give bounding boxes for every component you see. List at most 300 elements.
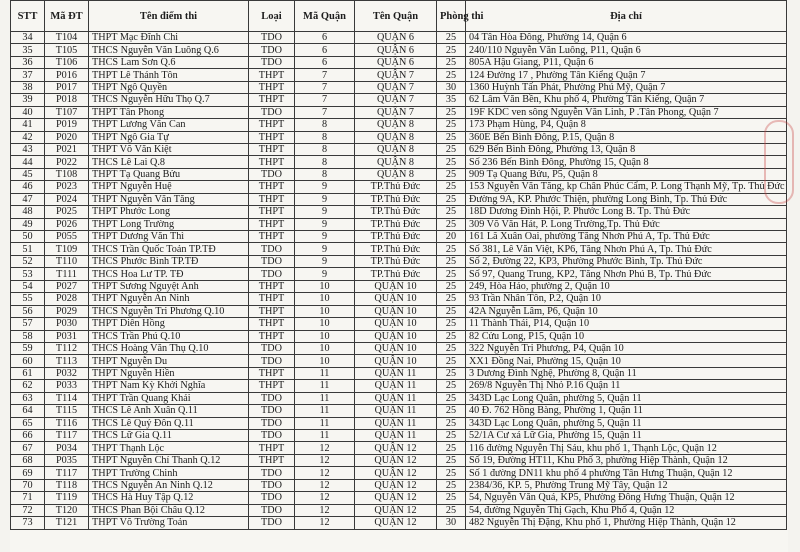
header-ten-diem-thi: Tên điểm thi [89, 1, 249, 32]
cell-stt: 35 [11, 44, 45, 56]
cell-ma-quan: 9 [295, 243, 355, 255]
cell-ten-quan: QUẬN 10 [355, 330, 437, 342]
cell-ten-quan: TP.Thủ Đức [355, 218, 437, 230]
cell-dia-chi: 1360 Huỳnh Tấn Phát, Phường Phú Mỹ, Quận 7 [466, 81, 787, 93]
cell-ten-quan: QUẬN 8 [355, 143, 437, 155]
cell-loai: TDO [249, 268, 295, 280]
cell-loai: THPT [249, 231, 295, 243]
cell-ma-quan: 9 [295, 255, 355, 267]
cell-loai: THPT [249, 367, 295, 379]
table-row [11, 193, 787, 205]
cell-ten-quan: QUẬN 12 [355, 504, 437, 516]
cell-ma-dt: P024 [45, 193, 89, 205]
cell-loai: THPT [249, 181, 295, 193]
cell-ma-dt: P035 [45, 454, 89, 466]
header-dia-chi: Địa chỉ [466, 1, 787, 32]
cell-ten-quan: QUẬN 7 [355, 106, 437, 118]
cell-stt: 51 [11, 243, 45, 255]
cell-ma-dt: T117 [45, 467, 89, 479]
cell-stt: 58 [11, 330, 45, 342]
cell-loai: TDO [249, 243, 295, 255]
exam-site-table [10, 0, 787, 530]
cell-ma-quan: 6 [295, 44, 355, 56]
table-row [11, 206, 787, 218]
cell-phong-thi: 25 [437, 367, 466, 379]
cell-stt: 63 [11, 392, 45, 404]
cell-dia-chi: 116 đường Nguyễn Thị Sáu, khu phố 1, Thạnh Lộc, Quận 12 [466, 442, 787, 454]
cell-dia-chi: Số 97, Quang Trung, KP2, Tăng Nhơn Phú B, Tp. Thủ Đức [466, 268, 787, 280]
cell-dia-chi: 52/1A Cư xá Lữ Gia, Phường 15, Quận 11 [466, 430, 787, 442]
cell-ten-quan: QUẬN 11 [355, 367, 437, 379]
cell-ten-quan: QUẬN 11 [355, 380, 437, 392]
cell-ten-diem-thi: THPT Võ Trường Toản [89, 517, 249, 529]
cell-stt: 44 [11, 156, 45, 168]
cell-stt: 38 [11, 81, 45, 93]
cell-ma-quan: 12 [295, 454, 355, 466]
cell-ma-quan: 10 [295, 305, 355, 317]
cell-ma-dt: T118 [45, 479, 89, 491]
cell-ten-diem-thi: THCS Nguyễn Văn Luông Q.6 [89, 44, 249, 56]
header-phong-thi: Phòng thi [437, 1, 466, 32]
cell-ten-quan: QUẬN 11 [355, 405, 437, 417]
cell-dia-chi: Số 19, Đường HT11, Khu Phố 3, phường Hiệp Thành, Quận 12 [466, 454, 787, 466]
table-row [11, 330, 787, 342]
cell-ten-quan: QUẬN 11 [355, 417, 437, 429]
table-row [11, 454, 787, 466]
header-ma-dt: Mã ĐT [45, 1, 89, 32]
cell-loai: THPT [249, 218, 295, 230]
table-row [11, 280, 787, 292]
cell-ten-quan: QUẬN 8 [355, 131, 437, 143]
cell-loai: THPT [249, 69, 295, 81]
cell-phong-thi: 25 [437, 454, 466, 466]
cell-ma-quan: 8 [295, 168, 355, 180]
cell-dia-chi: 40 Đ. 762 Hồng Bàng, Phường 1, Quận 11 [466, 405, 787, 417]
cell-dia-chi: 343D Lạc Long Quân, phường 5, Quận 11 [466, 392, 787, 404]
cell-dia-chi: Số 381, Lê Văn Việt, KP6, Tăng Nhơn Phú A, Tp. Thủ Đức [466, 243, 787, 255]
cell-ma-dt: T120 [45, 504, 89, 516]
header-loai: Loại [249, 1, 295, 32]
cell-ten-diem-thi: THPT Võ Văn Kiệt [89, 143, 249, 155]
table-row [11, 492, 787, 504]
cell-dia-chi: Số 2, Đường 22, KP3, Phường Phước Bình, Tp. Thủ Đức [466, 255, 787, 267]
table-row [11, 305, 787, 317]
cell-ten-quan: QUẬN 6 [355, 32, 437, 44]
cell-ten-diem-thi: THPT Trường Chinh [89, 467, 249, 479]
cell-stt: 36 [11, 56, 45, 68]
cell-ten-diem-thi: THPT Tạ Quang Bửu [89, 168, 249, 180]
table-row [11, 355, 787, 367]
cell-ma-dt: T116 [45, 417, 89, 429]
cell-ma-dt: P031 [45, 330, 89, 342]
cell-ma-quan: 7 [295, 106, 355, 118]
cell-phong-thi: 25 [437, 479, 466, 491]
cell-ma-dt: P023 [45, 181, 89, 193]
table-row [11, 143, 787, 155]
cell-phong-thi: 20 [437, 231, 466, 243]
cell-ma-dt: P022 [45, 156, 89, 168]
table-row [11, 81, 787, 93]
cell-ma-quan: 9 [295, 193, 355, 205]
table-row [11, 342, 787, 354]
table-row [11, 106, 787, 118]
cell-ma-dt: T114 [45, 392, 89, 404]
cell-stt: 70 [11, 479, 45, 491]
cell-phong-thi: 25 [437, 193, 466, 205]
table-row [11, 504, 787, 516]
cell-ma-quan: 9 [295, 231, 355, 243]
cell-phong-thi: 25 [437, 255, 466, 267]
cell-dia-chi: 82 Cửu Long, P15, Quận 10 [466, 330, 787, 342]
cell-stt: 69 [11, 467, 45, 479]
cell-ten-diem-thi: THPT Mạc Đĩnh Chi [89, 32, 249, 44]
cell-dia-chi: 161 Lã Xuân Oai, phường Tăng Nhơn Phú A, Tp. Thủ Đức [466, 231, 787, 243]
cell-loai: TDO [249, 342, 295, 354]
cell-ma-quan: 12 [295, 467, 355, 479]
cell-ten-quan: QUẬN 11 [355, 392, 437, 404]
table-row [11, 56, 787, 68]
cell-ma-quan: 10 [295, 293, 355, 305]
cell-dia-chi: 93 Trần Nhân Tôn, P.2, Quận 10 [466, 293, 787, 305]
cell-phong-thi: 25 [437, 106, 466, 118]
cell-phong-thi: 35 [437, 94, 466, 106]
cell-loai: TDO [249, 168, 295, 180]
cell-ten-diem-thi: THPT Long Trường [89, 218, 249, 230]
cell-ma-dt: P027 [45, 280, 89, 292]
cell-ten-quan: QUẬN 12 [355, 454, 437, 466]
cell-loai: TDO [249, 32, 295, 44]
cell-ten-diem-thi: THCS Nguyễn Hữu Thọ Q.7 [89, 94, 249, 106]
cell-phong-thi: 30 [437, 81, 466, 93]
cell-stt: 72 [11, 504, 45, 516]
cell-stt: 67 [11, 442, 45, 454]
cell-ma-quan: 12 [295, 492, 355, 504]
table-row [11, 94, 787, 106]
cell-dia-chi: 322 Nguyễn Tri Phương, P4, Quận 10 [466, 342, 787, 354]
cell-ma-dt: P033 [45, 380, 89, 392]
cell-ma-dt: T115 [45, 405, 89, 417]
cell-ten-diem-thi: THPT Dương Văn Thì [89, 231, 249, 243]
cell-ma-quan: 11 [295, 417, 355, 429]
cell-phong-thi: 25 [437, 430, 466, 442]
table-row [11, 417, 787, 429]
cell-ten-diem-thi: THPT Ngô Quyền [89, 81, 249, 93]
cell-ma-quan: 10 [295, 342, 355, 354]
cell-ten-diem-thi: THPT Nguyễn An Ninh [89, 293, 249, 305]
cell-loai: THPT [249, 454, 295, 466]
cell-dia-chi: 343D Lạc Long Quân, phường 5, Quận 11 [466, 417, 787, 429]
cell-ma-dt: T108 [45, 168, 89, 180]
cell-ten-diem-thi: THPT Trần Quang Khải [89, 392, 249, 404]
cell-ten-quan: QUẬN 12 [355, 442, 437, 454]
cell-ten-diem-thi: THCS Nguyễn Tri Phương Q.10 [89, 305, 249, 317]
cell-loai: TDO [249, 430, 295, 442]
cell-phong-thi: 25 [437, 330, 466, 342]
cell-ten-diem-thi: THPT Nguyễn Chí Thanh Q.12 [89, 454, 249, 466]
cell-loai: TDO [249, 44, 295, 56]
cell-stt: 57 [11, 318, 45, 330]
cell-stt: 50 [11, 231, 45, 243]
cell-ten-diem-thi: THPT Lê Thánh Tôn [89, 69, 249, 81]
cell-loai: TDO [249, 417, 295, 429]
cell-phong-thi: 25 [437, 168, 466, 180]
cell-stt: 56 [11, 305, 45, 317]
cell-stt: 48 [11, 206, 45, 218]
cell-phong-thi: 25 [437, 380, 466, 392]
cell-ma-dt: T109 [45, 243, 89, 255]
cell-ten-diem-thi: THPT Sương Nguyệt Anh [89, 280, 249, 292]
cell-ten-diem-thi: THPT Nguyễn Văn Tăng [89, 193, 249, 205]
cell-ma-quan: 12 [295, 517, 355, 529]
cell-loai: THPT [249, 380, 295, 392]
document-page [10, 0, 788, 552]
cell-ma-dt: T113 [45, 355, 89, 367]
table-row [11, 479, 787, 491]
cell-stt: 37 [11, 69, 45, 81]
cell-ma-quan: 11 [295, 380, 355, 392]
cell-stt: 47 [11, 193, 45, 205]
cell-ten-quan: QUẬN 8 [355, 168, 437, 180]
cell-stt: 65 [11, 417, 45, 429]
cell-phong-thi: 25 [437, 268, 466, 280]
cell-ten-diem-thi: THCS Phan Bội Châu Q.12 [89, 504, 249, 516]
cell-ten-quan: TP.Thủ Đức [355, 181, 437, 193]
cell-loai: THPT [249, 156, 295, 168]
cell-ma-quan: 12 [295, 504, 355, 516]
table-row [11, 131, 787, 143]
cell-loai: TDO [249, 467, 295, 479]
cell-stt: 45 [11, 168, 45, 180]
cell-loai: TDO [249, 504, 295, 516]
cell-dia-chi: 153 Nguyễn Văn Tăng, kp Chân Phúc Cẩm, P. Long Thạnh Mỹ, Tp. Thủ Đức [466, 181, 787, 193]
cell-loai: THPT [249, 280, 295, 292]
cell-ma-quan: 11 [295, 367, 355, 379]
cell-stt: 54 [11, 280, 45, 292]
cell-stt: 62 [11, 380, 45, 392]
cell-ten-diem-thi: THPT Tân Phong [89, 106, 249, 118]
cell-phong-thi: 25 [437, 181, 466, 193]
cell-dia-chi: 240/110 Nguyễn Văn Luông, P11, Quận 6 [466, 44, 787, 56]
cell-dia-chi: 124 Đường 17 , Phường Tân Kiểng Quận 7 [466, 69, 787, 81]
cell-loai: TDO [249, 106, 295, 118]
cell-stt: 60 [11, 355, 45, 367]
cell-ma-quan: 8 [295, 156, 355, 168]
header-stt: STT [11, 1, 45, 32]
cell-ten-quan: QUẬN 7 [355, 81, 437, 93]
cell-loai: TDO [249, 255, 295, 267]
cell-ten-quan: TP.Thủ Đức [355, 231, 437, 243]
cell-ten-diem-thi: THPT Ngô Gia Tự [89, 131, 249, 143]
cell-ma-dt: T111 [45, 268, 89, 280]
cell-ma-dt: T112 [45, 342, 89, 354]
cell-ma-quan: 6 [295, 56, 355, 68]
cell-stt: 43 [11, 143, 45, 155]
cell-ten-quan: QUẬN 12 [355, 492, 437, 504]
cell-phong-thi: 25 [437, 44, 466, 56]
cell-dia-chi: 04 Tân Hòa Đông, Phường 14, Quận 6 [466, 32, 787, 44]
cell-ma-quan: 11 [295, 392, 355, 404]
cell-ma-quan: 7 [295, 69, 355, 81]
cell-ten-quan: QUẬN 7 [355, 94, 437, 106]
cell-ten-quan: TP.Thủ Đức [355, 243, 437, 255]
cell-stt: 64 [11, 405, 45, 417]
cell-ten-diem-thi: THCS Lê Quý Đôn Q.11 [89, 417, 249, 429]
cell-ten-diem-thi: THCS Hà Huy Tập Q.12 [89, 492, 249, 504]
cell-ma-dt: P020 [45, 131, 89, 143]
cell-loai: THPT [249, 330, 295, 342]
cell-ten-quan: TP.Thủ Đức [355, 193, 437, 205]
cell-ma-quan: 12 [295, 442, 355, 454]
cell-ten-diem-thi: THCS Hoàng Văn Thụ Q.10 [89, 342, 249, 354]
cell-ma-quan: 9 [295, 206, 355, 218]
cell-phong-thi: 25 [437, 280, 466, 292]
cell-ten-diem-thi: THCS Phước Bình TP.TĐ [89, 255, 249, 267]
cell-ten-diem-thi: THCS Trần Phú Q.10 [89, 330, 249, 342]
cell-ten-quan: QUẬN 11 [355, 430, 437, 442]
table-row [11, 467, 787, 479]
cell-ma-dt: P021 [45, 143, 89, 155]
cell-ma-dt: P019 [45, 119, 89, 131]
table-row [11, 231, 787, 243]
cell-dia-chi: 629 Bến Bình Đông, Phường 13, Quận 8 [466, 143, 787, 155]
cell-dia-chi: 482 Nguyễn Thị Đặng, Khu phố 1, Phường Hiệp Thành, Quận 12 [466, 517, 787, 529]
cell-ten-quan: QUẬN 10 [355, 355, 437, 367]
cell-ma-dt: T110 [45, 255, 89, 267]
cell-stt: 41 [11, 119, 45, 131]
cell-dia-chi: 19F KDC ven sông Nguyễn Văn Linh, P .Tân Phong, Quận 7 [466, 106, 787, 118]
cell-stt: 53 [11, 268, 45, 280]
cell-ma-dt: T117 [45, 430, 89, 442]
cell-ma-dt: P028 [45, 293, 89, 305]
table-row [11, 168, 787, 180]
cell-ma-dt: P034 [45, 442, 89, 454]
cell-phong-thi: 25 [437, 504, 466, 516]
cell-ten-quan: QUẬN 10 [355, 293, 437, 305]
cell-stt: 49 [11, 218, 45, 230]
cell-dia-chi: 42A Nguyễn Lâm, P6, Quận 10 [466, 305, 787, 317]
cell-ma-dt: T104 [45, 32, 89, 44]
cell-phong-thi: 25 [437, 442, 466, 454]
table-row [11, 405, 787, 417]
cell-phong-thi: 25 [437, 467, 466, 479]
cell-phong-thi: 25 [437, 69, 466, 81]
cell-ten-diem-thi: THPT Phước Long [89, 206, 249, 218]
cell-loai: THPT [249, 442, 295, 454]
cell-ten-diem-thi: THCS Hoa Lư TP. TĐ [89, 268, 249, 280]
cell-ma-dt: P032 [45, 367, 89, 379]
cell-ma-quan: 7 [295, 94, 355, 106]
cell-ma-quan: 6 [295, 32, 355, 44]
cell-phong-thi: 25 [437, 206, 466, 218]
cell-phong-thi: 25 [437, 342, 466, 354]
cell-phong-thi: 25 [437, 293, 466, 305]
cell-ten-quan: QUẬN 8 [355, 156, 437, 168]
cell-loai: THPT [249, 94, 295, 106]
cell-loai: THPT [249, 193, 295, 205]
cell-ten-quan: QUẬN 7 [355, 69, 437, 81]
cell-stt: 42 [11, 131, 45, 143]
cell-dia-chi: Đường 9A, KP. Phước Thiện, phường Long Bình, Tp. Thủ Đức [466, 193, 787, 205]
cell-dia-chi: 62 Lâm Văn Bền, Khu phố 4, Phường Tân Kiểng, Quận 7 [466, 94, 787, 106]
cell-dia-chi: 249, Hòa Hảo, phường 2, Quận 10 [466, 280, 787, 292]
cell-stt: 52 [11, 255, 45, 267]
cell-ma-dt: T119 [45, 492, 89, 504]
cell-loai: THPT [249, 293, 295, 305]
cell-stt: 40 [11, 106, 45, 118]
cell-stt: 61 [11, 367, 45, 379]
cell-stt: 59 [11, 342, 45, 354]
cell-loai: THPT [249, 81, 295, 93]
cell-ten-diem-thi: THPT Nguyễn Huệ [89, 181, 249, 193]
cell-ten-quan: QUẬN 6 [355, 44, 437, 56]
cell-ma-dt: T121 [45, 517, 89, 529]
cell-ten-quan: QUẬN 10 [355, 318, 437, 330]
cell-dia-chi: 360E Bến Bình Đông, P.15, Quận 8 [466, 131, 787, 143]
cell-dia-chi: 11 Thành Thái, P14, Quận 10 [466, 318, 787, 330]
cell-phong-thi: 25 [437, 143, 466, 155]
cell-ten-quan: QUẬN 10 [355, 280, 437, 292]
table-row [11, 318, 787, 330]
table-row [11, 119, 787, 131]
cell-phong-thi: 25 [437, 119, 466, 131]
cell-dia-chi: Số 1 đường DN11 khu phố 4 phường Tân Hưng Thuận, Quận 12 [466, 467, 787, 479]
cell-ma-dt: T107 [45, 106, 89, 118]
cell-ten-diem-thi: THPT Nam Kỳ Khởi Nghĩa [89, 380, 249, 392]
cell-ten-diem-thi: THCS Nguyễn An Ninh Q.12 [89, 479, 249, 491]
cell-dia-chi: 805A Hậu Giang, P11, Quận 6 [466, 56, 787, 68]
cell-ten-diem-thi: THCS Lê Lai Q.8 [89, 156, 249, 168]
cell-ma-quan: 9 [295, 181, 355, 193]
cell-stt: 71 [11, 492, 45, 504]
cell-ten-quan: QUẬN 10 [355, 305, 437, 317]
cell-ten-diem-thi: THCS Trần Quốc Toản TP.TĐ [89, 243, 249, 255]
cell-dia-chi: 54, Nguyễn Văn Quá, KP5, Phường Đông Hưng Thuận, Quận 12 [466, 492, 787, 504]
cell-loai: TDO [249, 355, 295, 367]
cell-phong-thi: 25 [437, 156, 466, 168]
cell-loai: THPT [249, 206, 295, 218]
cell-ma-dt: P025 [45, 206, 89, 218]
table-row [11, 69, 787, 81]
cell-phong-thi: 25 [437, 56, 466, 68]
cell-dia-chi: 3 Dương Đình Nghệ, Phường 8, Quận 11 [466, 367, 787, 379]
cell-phong-thi: 30 [437, 517, 466, 529]
table-row [11, 293, 787, 305]
cell-loai: THPT [249, 305, 295, 317]
cell-phong-thi: 25 [437, 355, 466, 367]
cell-ten-quan: QUẬN 8 [355, 119, 437, 131]
table-row [11, 268, 787, 280]
cell-phong-thi: 25 [437, 492, 466, 504]
cell-ten-quan: TP.Thủ Đức [355, 255, 437, 267]
table-body [11, 32, 787, 530]
cell-loai: TDO [249, 405, 295, 417]
cell-ma-quan: 8 [295, 131, 355, 143]
table-row [11, 243, 787, 255]
cell-ma-quan: 10 [295, 318, 355, 330]
cell-ten-diem-thi: THCS Lữ Gia Q.11 [89, 430, 249, 442]
cell-ma-dt: P017 [45, 81, 89, 93]
cell-ma-quan: 10 [295, 280, 355, 292]
cell-stt: 55 [11, 293, 45, 305]
cell-phong-thi: 25 [437, 405, 466, 417]
cell-dia-chi: 18D Dương Đình Hội, P. Phước Long B. Tp. Thủ Đức [466, 206, 787, 218]
cell-ten-quan: QUẬN 6 [355, 56, 437, 68]
cell-dia-chi: XX1 Đồng Nai, Phường 15, Quận 10 [466, 355, 787, 367]
cell-ten-diem-thi: THCS Lê Anh Xuân Q.11 [89, 405, 249, 417]
cell-stt: 73 [11, 517, 45, 529]
cell-loai: THPT [249, 131, 295, 143]
cell-phong-thi: 25 [437, 243, 466, 255]
